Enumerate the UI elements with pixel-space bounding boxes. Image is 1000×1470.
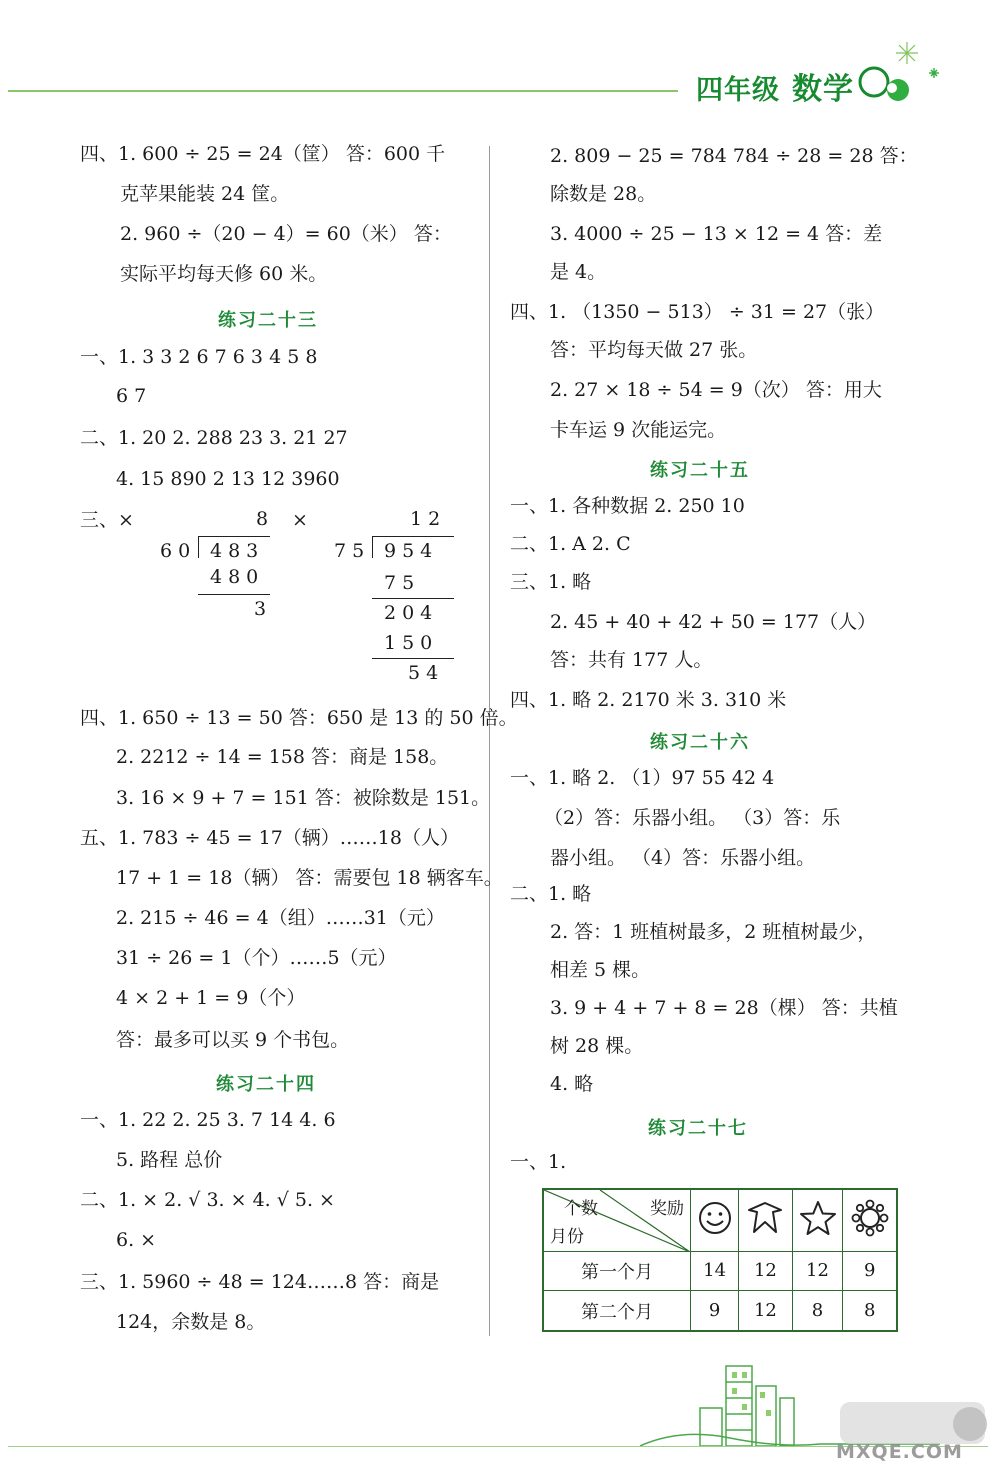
answer-line: 是 4。 xyxy=(550,261,607,283)
division-product: 75 xyxy=(384,572,421,594)
answer-line: 4 × 2 + 1 = 9（个） xyxy=(116,987,306,1009)
division-partial: 204 xyxy=(384,602,439,624)
answer-line: 二、1. 20 2. 288 23 3. 21 27 xyxy=(80,427,348,449)
answer-line: 一、1. xyxy=(510,1151,567,1173)
answer-line: 二、1. A 2. C xyxy=(510,533,631,555)
answer-line: 答：平均每天做 27 张。 xyxy=(550,339,758,361)
header-reward: 奖励 xyxy=(650,1199,684,1219)
division-quotient: 8 xyxy=(256,508,275,530)
answer-line: 3. 9 + 4 + 7 + 8 = 28（棵） 答：共植 xyxy=(550,997,898,1019)
table-cell: 14 xyxy=(691,1251,739,1291)
answer-line: 四、1. 略 2. 2170 米 3. 310 米 xyxy=(510,689,787,711)
row-label: 第二个月 xyxy=(543,1291,691,1331)
header-rule xyxy=(8,90,678,92)
answer-line: 除数是 28。 xyxy=(550,183,657,205)
division-rule xyxy=(372,598,454,599)
answer-line: 器小组。 （4）答：乐器小组。 xyxy=(550,847,816,869)
table-header-cell xyxy=(843,1189,897,1251)
division-rule xyxy=(372,658,454,659)
division-bracket-top xyxy=(372,536,454,537)
pentagon-flower-icon xyxy=(745,1198,785,1238)
row-label: 第一个月 xyxy=(543,1251,691,1291)
division-bracket-side xyxy=(198,536,199,558)
division-divisor: 60 xyxy=(160,540,197,562)
header-decoration-icon xyxy=(852,30,942,110)
answer-line: 一、1. 各种数据 2. 250 10 xyxy=(510,495,745,517)
answer-line: 四、1. 600 ÷ 25 = 24（筐） 答：600 千 xyxy=(80,143,446,165)
answer-line: 二、1. 略 xyxy=(510,883,592,905)
subject-label: 数学 xyxy=(792,72,854,107)
division-remainder: 54 xyxy=(408,662,445,684)
answer-line: 克苹果能装 24 筐。 xyxy=(120,183,290,205)
column-divider xyxy=(489,146,490,1336)
answer-line: 四、1. 650 ÷ 13 = 50 答：650 是 13 的 50 倍。 xyxy=(80,707,518,729)
header-title xyxy=(696,64,854,108)
table-cell: 9 xyxy=(843,1251,897,1291)
table-diagonal-header xyxy=(543,1189,691,1251)
answer-line: 2. 45 + 40 + 42 + 50 = 177（人） xyxy=(550,611,877,633)
answer-line: 2. 215 ÷ 46 = 4（组）……31（元） xyxy=(116,907,445,929)
table-row xyxy=(543,1291,897,1331)
division-rule xyxy=(198,594,270,595)
wrong-mark: × xyxy=(292,509,308,531)
division-product: 480 xyxy=(210,566,265,588)
division-remainder: 3 xyxy=(254,598,273,620)
division-dividend: 483 xyxy=(210,540,265,562)
answer-line: 31 ÷ 26 = 1（个）……5（元） xyxy=(116,947,397,969)
answer-line: 2. 27 × 18 ÷ 54 = 9（次） 答：用大 xyxy=(550,379,882,401)
table-cell: 8 xyxy=(843,1291,897,1331)
table-cell: 9 xyxy=(691,1291,739,1331)
answer-line: 三、1. 5960 ÷ 48 = 124……8 答：商是 xyxy=(80,1271,440,1293)
answer-line: 4. 略 xyxy=(550,1073,594,1095)
answer-line: 4. 15 890 2 13 12 3960 xyxy=(116,468,340,490)
table-cell: 12 xyxy=(739,1251,792,1291)
answer-line: 2. 2212 ÷ 14 = 158 答：商是 158。 xyxy=(116,746,449,768)
answer-line: 3. 16 × 9 + 7 = 151 答：被除数是 151。 xyxy=(116,787,491,809)
table-header-cell xyxy=(691,1189,739,1251)
table-header-cell xyxy=(792,1189,843,1251)
table-cell: 8 xyxy=(792,1291,843,1331)
section-heading-26: 练习二十六 xyxy=(650,732,750,753)
answer-line: 6 7 xyxy=(116,385,147,407)
answer-line: 答：最多可以买 9 个书包。 xyxy=(116,1029,350,1051)
section-heading-27: 练习二十七 xyxy=(648,1118,748,1139)
table-cell: 12 xyxy=(792,1251,843,1291)
answer-line: 三、1. 略 xyxy=(510,571,592,593)
grade-label: 四年级 xyxy=(696,75,780,106)
answer-line: 树 28 棵。 xyxy=(550,1035,644,1057)
answer-line: 6. × xyxy=(116,1229,157,1251)
answer-line: 一、1. 22 2. 25 3. 7 14 4. 6 xyxy=(80,1109,336,1131)
answer-line: 3. 4000 ÷ 25 − 13 × 12 = 4 答：差 xyxy=(550,223,883,245)
answer-line: 2. 809 − 25 = 784 784 ÷ 28 = 28 答： xyxy=(550,145,918,167)
section-heading-23: 练习二十三 xyxy=(218,310,318,331)
table-header-cell xyxy=(739,1189,792,1251)
division-bracket-top xyxy=(198,536,270,537)
answer-line: 答：共有 177 人。 xyxy=(550,649,713,671)
section-heading-25: 练习二十五 xyxy=(650,460,750,481)
answer-line: （2）答：乐器小组。 （3）答：乐 xyxy=(544,807,841,829)
answer-line: 三、× xyxy=(80,509,134,531)
division-bracket-side xyxy=(372,536,373,558)
answer-line: 二、1. × 2. √ 3. × 4. √ 5. × xyxy=(80,1189,335,1211)
answer-line: 卡车运 9 次能运完。 xyxy=(550,419,727,441)
header-month: 月份 xyxy=(550,1226,584,1247)
reward-table xyxy=(542,1188,898,1332)
table-cell: 12 xyxy=(739,1291,792,1331)
division-dividend: 954 xyxy=(384,540,439,562)
section-heading-24: 练习二十四 xyxy=(216,1074,316,1095)
division-product: 150 xyxy=(384,632,439,654)
answer-line: 17 + 1 = 18（辆） 答：需要包 18 辆客车。 xyxy=(116,867,503,889)
answer-line: 实际平均每天修 60 米。 xyxy=(120,263,328,285)
star-icon xyxy=(799,1199,837,1237)
answer-line: 2. 答：1 班植树最多，2 班植树最少， xyxy=(550,921,877,943)
header-count: 个数 xyxy=(564,1199,598,1219)
answer-line: 四、1. （1350 − 513） ÷ 31 = 27（张） xyxy=(510,301,885,323)
answer-line: 五、1. 783 ÷ 45 = 17（辆）……18（人） xyxy=(80,827,459,849)
sun-icon xyxy=(850,1198,890,1238)
answer-line: 5. 路程 总价 xyxy=(116,1149,223,1171)
answer-line: 相差 5 棵。 xyxy=(550,959,651,981)
watermark-text: MXQE.COM xyxy=(836,1441,963,1463)
answer-line: 一、1. 3 3 2 6 7 6 3 4 5 8 xyxy=(80,346,318,368)
answer-line: 124，余数是 8。 xyxy=(116,1311,266,1333)
division-divisor: 75 xyxy=(334,540,371,562)
answer-line: 一、1. 略 2. （1）97 55 42 4 xyxy=(510,767,775,789)
smiley-icon xyxy=(697,1200,733,1236)
division-quotient: 12 xyxy=(410,508,447,530)
answer-line: 2. 960 ÷（20 − 4）= 60（米） 答： xyxy=(120,223,452,245)
table-row xyxy=(543,1251,897,1291)
